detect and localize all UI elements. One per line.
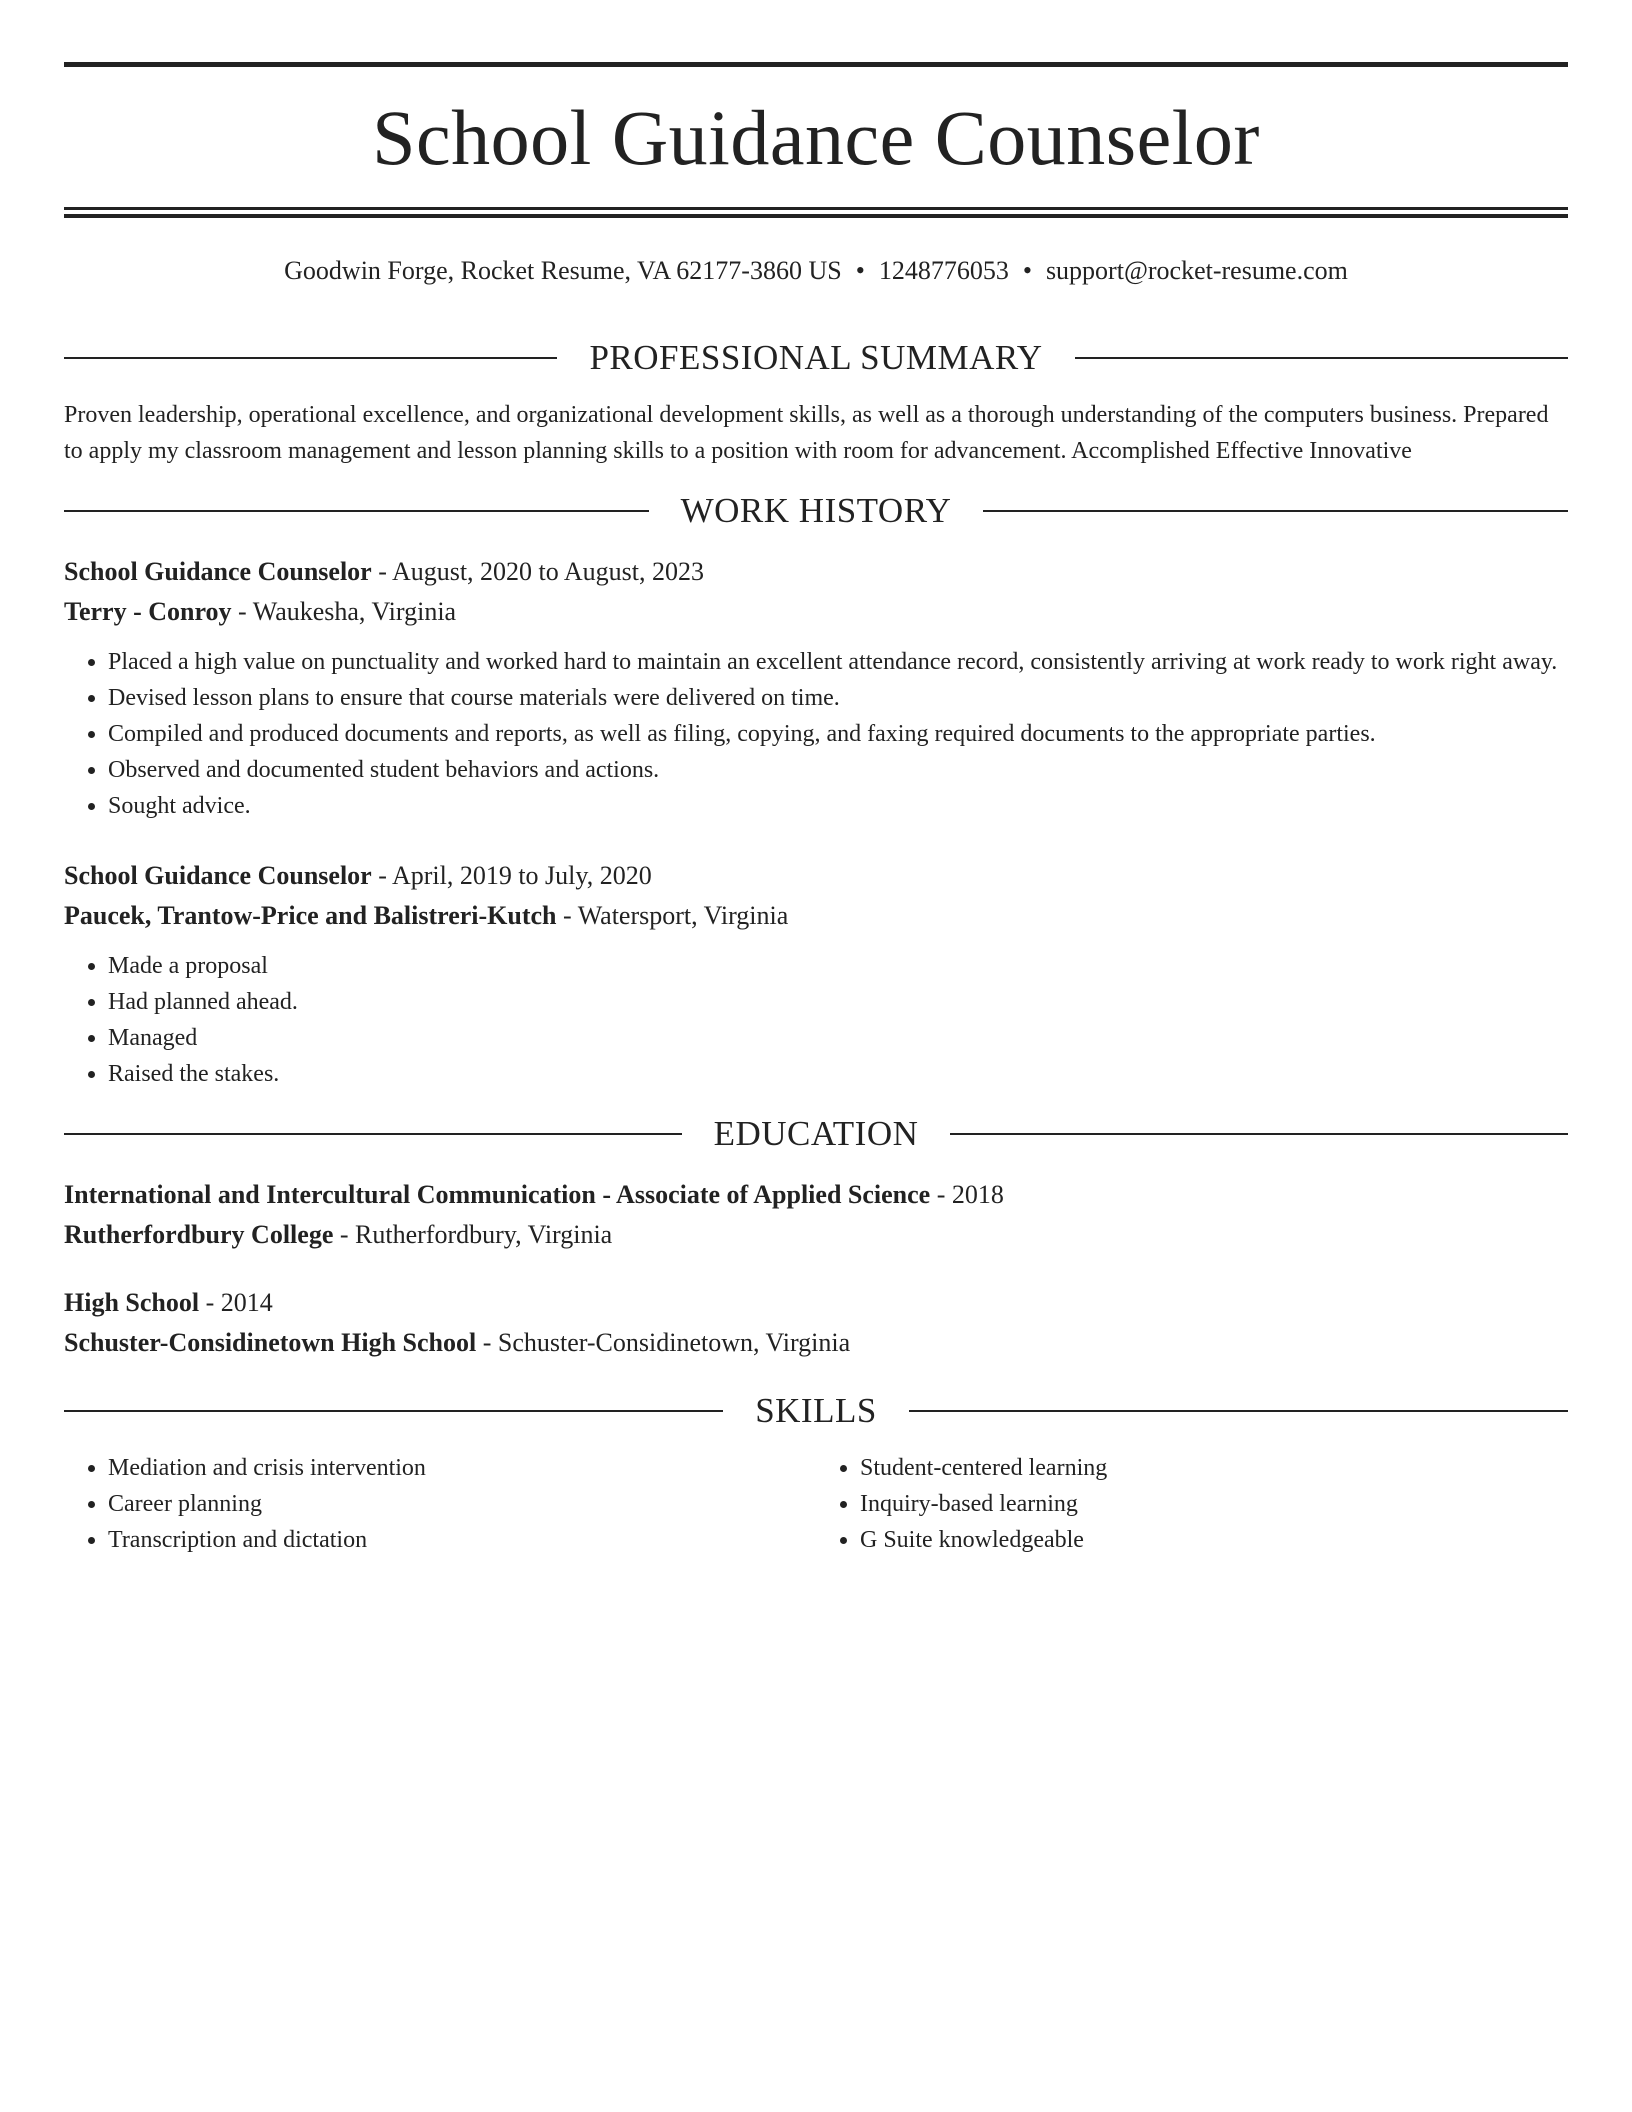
job-company: Terry - Conroy [64,597,232,626]
contact-separator: • [855,256,865,285]
school-line [64,1323,1568,1363]
degree-line [64,1283,1568,1323]
heading-rule-right [950,1133,1568,1135]
list-item: • Devised lesson plans to ensure that course materials were delivered on time. [108,680,1568,716]
heading-rule-left [64,510,649,512]
school-name: Rutherfordbury College [64,1220,334,1249]
skills-list [64,1450,1568,1558]
skill-item: • Career planning [108,1486,816,1522]
list-item: • Sought advice. [108,788,1568,824]
skills-column-left [64,1450,816,1558]
job-company-line [64,592,1568,632]
school-name: Schuster-Considinetown High School [64,1328,477,1357]
school-location: - Schuster-Considinetown, Virginia [482,1328,851,1357]
job-dates: - April, 2019 to July, 2020 [378,861,652,890]
heading-rule-right [983,510,1568,512]
job-location: - Watersport, Virginia [563,901,789,930]
degree-year: - 2014 [205,1288,273,1317]
section-heading-summary [64,340,1568,375]
degree-name: High School [64,1288,200,1317]
degree-line [64,1175,1568,1215]
job-location: - Waukesha, Virginia [238,597,457,626]
heading-rule-left [64,1410,723,1412]
job-title-line [64,552,1568,592]
job-bullets [64,948,1568,1092]
school-line [64,1215,1568,1255]
heading-rule-left [64,357,557,359]
education-entry [64,1283,1568,1363]
list-item: • Had planned ahead. [108,984,1568,1020]
job-entry [64,552,1568,824]
section-title: EDUCATION [713,1114,919,1153]
contact-separator: • [1022,256,1032,285]
list-item: • Placed a high value on punctuality and worked hard to maintain an excellent attendance record, consistently arriving at work ready to work right away. [108,644,1568,680]
job-company-line [64,896,1568,936]
heading-rule-right [1075,357,1568,359]
section-title: WORK HISTORY [680,491,952,530]
job-bullets [64,644,1568,824]
list-item: • Raised the stakes. [108,1056,1568,1092]
list-item: • Compiled and produced documents and reports, as well as filing, copying, and faxing required documents to the appropriate parties. [108,716,1568,752]
job-title: School Guidance Counselor [64,557,372,586]
skill-item: • Student-centered learning [860,1450,1568,1486]
contact-email: support@rocket-resume.com [1045,256,1348,285]
list-item: • Observed and documented student behaviors and actions. [108,752,1568,788]
skill-item: • Inquiry-based learning [860,1486,1568,1522]
degree-year: - 2018 [936,1180,1004,1209]
job-title: School Guidance Counselor [64,861,372,890]
skill-item: • Mediation and crisis intervention [108,1450,816,1486]
section-title: PROFESSIONAL SUMMARY [589,338,1043,377]
resume-title: School Guidance Counselor [372,94,1260,181]
list-item: • Managed [108,1020,1568,1056]
list-item: • Made a proposal [108,948,1568,984]
title-double-rule [64,207,1568,218]
section-heading-skills [64,1393,1568,1428]
skills-column-right [816,1450,1568,1558]
heading-rule-left [64,1133,682,1135]
section-title: SKILLS [755,1391,877,1430]
contact-line [64,218,1568,290]
skill-item: • Transcription and dictation [108,1522,816,1558]
summary-text: Proven leadership, operational excellence, and organizational development skills, as well as a thorough understanding of the computers business. Prepared to apply my classroom management and lesson planning skills to a position with room for advancement. Accomplished Effective Innovative [64,402,1549,464]
job-dates: - August, 2020 to August, 2023 [378,557,704,586]
education-entry [64,1175,1568,1255]
section-heading-education [64,1116,1568,1151]
section-heading-work-history [64,493,1568,528]
heading-rule-right [909,1410,1568,1412]
school-location: - Rutherfordbury, Virginia [339,1220,613,1249]
contact-address: Goodwin Forge, Rocket Resume, VA 62177-3860 US [284,256,842,285]
degree-name: International and Intercultural Communication - Associate of Applied Science [64,1180,931,1209]
job-entry [64,856,1568,1092]
contact-phone: 1248776053 [878,256,1009,285]
skill-item: • G Suite knowledgeable [860,1522,1568,1558]
job-company: Paucek, Trantow-Price and Balistreri-Kutch [64,901,557,930]
job-title-line [64,856,1568,896]
